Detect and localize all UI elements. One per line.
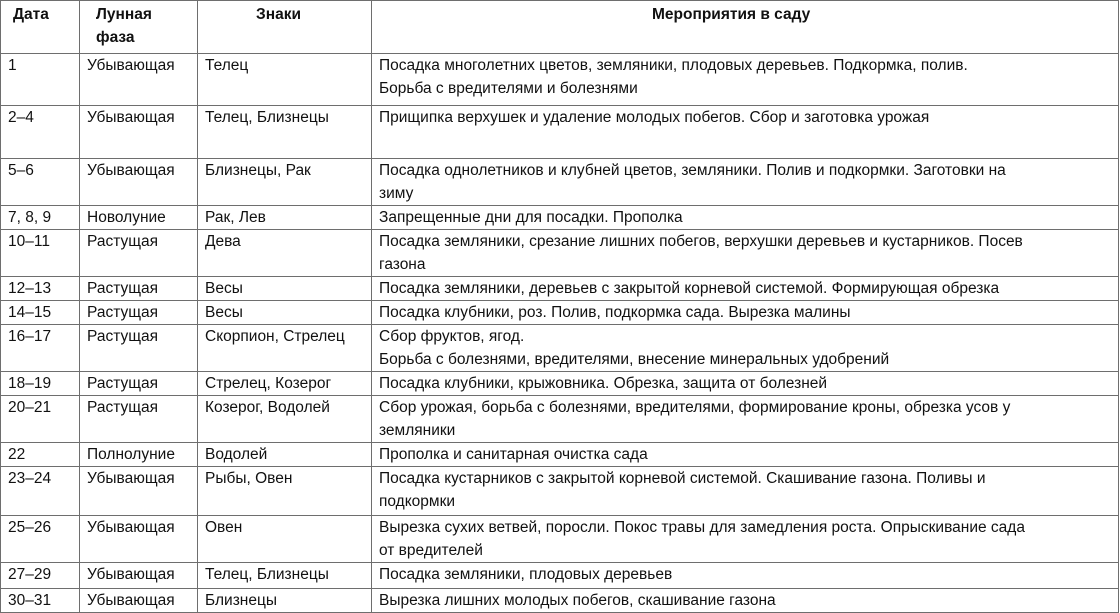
action-line: Борьба с болезнями, вредителями, внесение минеральных удобрений: [379, 351, 890, 368]
cell-actions: [372, 325, 1119, 372]
action-line: зиму: [379, 185, 414, 202]
action-line: Посадка многолетних цветов, земляники, плодовых деревьев. Подкормка, полив.: [379, 57, 968, 74]
cell-actions: [372, 443, 1119, 467]
cell-actions: [372, 467, 1119, 516]
cell-date: 16–17: [1, 325, 80, 372]
cell-actions: [372, 277, 1119, 301]
cell-phase: Растущая: [80, 301, 198, 325]
cell-actions: [372, 159, 1119, 206]
cell-signs: Близнецы: [198, 589, 372, 613]
table-row: [1, 396, 1119, 443]
cell-phase: Полнолуние: [80, 443, 198, 467]
cell-signs: Овен: [198, 516, 372, 563]
action-line: Посадка земляники, плодовых деревьев: [379, 566, 673, 583]
cell-actions: [372, 516, 1119, 563]
cell-date: 2–4: [1, 106, 80, 159]
header-lunar-phase: [80, 1, 198, 54]
action-line: Посадка клубники, крыжовника. Обрезка, защита от болезней: [379, 375, 828, 392]
cell-phase: Растущая: [80, 372, 198, 396]
cell-phase: Растущая: [80, 230, 198, 277]
cell-phase: Растущая: [80, 396, 198, 443]
table-row: [1, 106, 1119, 159]
cell-phase: Растущая: [80, 277, 198, 301]
table-header: [1, 1, 1119, 54]
cell-date: 14–15: [1, 301, 80, 325]
action-line: земляники: [379, 422, 456, 439]
cell-signs: Телец, Близнецы: [198, 563, 372, 589]
table-row: [1, 516, 1119, 563]
cell-signs: Телец: [198, 54, 372, 106]
table-row: [1, 159, 1119, 206]
cell-date: 18–19: [1, 372, 80, 396]
action-line: Посадка клубники, роз. Полив, подкормка сада. Вырезка малины: [379, 304, 851, 321]
cell-actions: [372, 396, 1119, 443]
cell-date: 10–11: [1, 230, 80, 277]
action-line: Посадка земляники, деревьев с закрытой корневой системой. Формирующая обрезка: [379, 280, 1000, 297]
cell-date: 20–21: [1, 396, 80, 443]
cell-date: 27–29: [1, 563, 80, 589]
cell-signs: Рыбы, Овен: [198, 467, 372, 516]
cell-date: 25–26: [1, 516, 80, 563]
cell-phase: Убывающая: [80, 159, 198, 206]
cell-actions: [372, 230, 1119, 277]
table-row: [1, 277, 1119, 301]
action-line: Вырезка лишних молодых побегов, скашивание газона: [379, 592, 776, 609]
cell-phase: Убывающая: [80, 106, 198, 159]
cell-phase: Убывающая: [80, 516, 198, 563]
action-line: Прополка и санитарная очистка сада: [379, 446, 648, 463]
header-row: [1, 1, 1119, 54]
cell-actions: [372, 206, 1119, 230]
cell-actions: [372, 372, 1119, 396]
cell-date: 1: [1, 54, 80, 106]
header-date: Дата: [1, 1, 80, 54]
action-line: газона: [379, 256, 426, 273]
cell-date: 5–6: [1, 159, 80, 206]
cell-date: 23–24: [1, 467, 80, 516]
cell-phase: Новолуние: [80, 206, 198, 230]
action-line: Посадка кустарников с закрытой корневой системой. Скашивание газона. Поливы и: [379, 470, 986, 487]
cell-signs: Весы: [198, 277, 372, 301]
table-row: [1, 230, 1119, 277]
cell-phase: Растущая: [80, 325, 198, 372]
cell-date: 7, 8, 9: [1, 206, 80, 230]
action-line: от вредителей: [379, 542, 483, 559]
cell-phase: Убывающая: [80, 54, 198, 106]
cell-signs: Дева: [198, 230, 372, 277]
cell-phase: Убывающая: [80, 589, 198, 613]
table-row: [1, 443, 1119, 467]
action-line: Прищипка верхушек и удаление молодых побегов. Сбор и заготовка урожая: [379, 109, 930, 126]
cell-phase: Убывающая: [80, 467, 198, 516]
cell-signs: Весы: [198, 301, 372, 325]
cell-date: 12–13: [1, 277, 80, 301]
cell-actions: [372, 563, 1119, 589]
table-row: [1, 372, 1119, 396]
cell-signs: Скорпион, Стрелец: [198, 325, 372, 372]
header-phase-line1: Лунная: [96, 6, 152, 23]
action-line: Вырезка сухих ветвей, поросли. Покос травы для замедления роста. Опрыскивание сада: [379, 519, 1025, 536]
table-row: [1, 206, 1119, 230]
action-line: Сбор фруктов, ягод.: [379, 328, 525, 345]
header-garden-actions: Мероприятия в саду: [372, 1, 1119, 54]
cell-signs: Рак, Лев: [198, 206, 372, 230]
action-line: Сбор урожая, борьба с болезнями, вредителями, формирование кроны, обрезка усов у: [379, 399, 1011, 416]
cell-actions: [372, 54, 1119, 106]
action-line: подкормки: [379, 493, 456, 510]
cell-signs: Козерог, Водолей: [198, 396, 372, 443]
table-row: [1, 301, 1119, 325]
cell-signs: Водолей: [198, 443, 372, 467]
cell-date: 22: [1, 443, 80, 467]
cell-actions: [372, 106, 1119, 159]
cell-phase: Убывающая: [80, 563, 198, 589]
header-signs: Знаки: [198, 1, 372, 54]
table-row: [1, 325, 1119, 372]
table-body: [1, 54, 1119, 613]
cell-signs: Стрелец, Козерог: [198, 372, 372, 396]
action-line: Посадка земляники, срезание лишних побегов, верхушки деревьев и кустарников. Посев: [379, 233, 1023, 250]
cell-actions: [372, 301, 1119, 325]
cell-signs: Близнецы, Рак: [198, 159, 372, 206]
action-line: Запрещенные дни для посадки. Прополка: [379, 209, 683, 226]
table-row: [1, 467, 1119, 516]
action-line: Борьба с вредителями и болезнями: [379, 80, 638, 97]
table-row: [1, 563, 1119, 589]
cell-signs: Телец, Близнецы: [198, 106, 372, 159]
action-line: Посадка однолетников и клубней цветов, земляники. Полив и подкормки. Заготовки на: [379, 162, 1006, 179]
cell-date: 30–31: [1, 589, 80, 613]
table-row: [1, 54, 1119, 106]
header-phase-line2: фаза: [96, 29, 135, 46]
